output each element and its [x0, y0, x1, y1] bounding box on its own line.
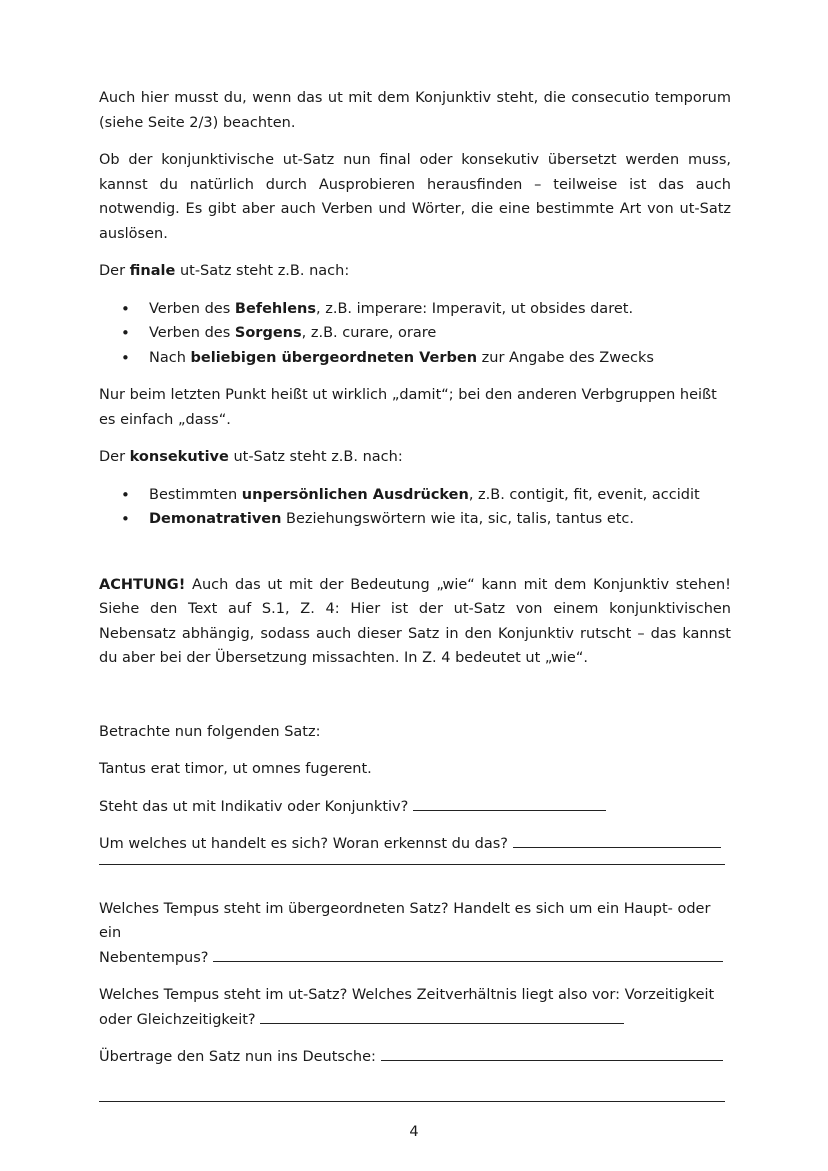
list-item	[99, 321, 731, 346]
list-item	[99, 507, 731, 532]
item-post: , z.B. curare, orare	[301, 325, 437, 341]
finale-heading-pre: Der	[99, 263, 130, 279]
question-5	[99, 1045, 731, 1070]
intro-paragraph-1: Auch hier musst du, wenn das ut mit dem Konjunktiv steht, die consecutio temporum (siehe Seite 2/3) beachten.	[99, 90, 731, 131]
achtung-paragraph	[99, 573, 731, 671]
question-3-line-1: Welches Tempus steht im übergeordneten Satz? Handelt es sich um ein Haupt- oder ein	[99, 900, 711, 941]
item-post: Beziehungswörtern wie ita, sic, talis, tantus etc.	[281, 511, 635, 527]
konsekutiv-heading-bold: konsekutive	[129, 449, 229, 465]
answer-field-5[interactable]	[381, 1046, 723, 1061]
finale-heading-bold: finale	[129, 263, 176, 279]
item-bold: Befehlens	[234, 300, 316, 317]
question-3-line-2	[99, 946, 731, 971]
konsekutiv-list	[99, 483, 731, 532]
konsekutiv-heading-post: ut-Satz steht z.B. nach:	[228, 449, 403, 465]
answer-field-2[interactable]	[513, 833, 721, 848]
intro-paragraph-2: Ob der konjunktivische ut-Satz nun final oder konsekutiv übersetzt werden muss, kannst du natürlich durch Ausprobieren herausfinden – teilweise ist das auch notwendig. Es gibt aber auch Verben und Wörter, die eine bestimmte Art von ut-Satz auslösen.	[99, 152, 731, 242]
item-bold: beliebigen übergeordneten Verben	[190, 349, 478, 366]
page-number: 4	[409, 1124, 419, 1140]
item-bold: Sorgens	[234, 325, 302, 341]
question-3-text: Nebentempus?	[99, 949, 209, 966]
finale-list	[99, 297, 731, 371]
worksheet-page	[99, 86, 731, 1102]
item-pre: Verben des	[149, 300, 235, 317]
konsekutiv-heading	[99, 445, 731, 470]
achtung-label: ACHTUNG!	[99, 576, 186, 593]
list-item	[99, 483, 731, 508]
item-post: , z.B. imperare: Imperavit, ut obsides daret.	[316, 300, 634, 317]
achtung-text: Auch das ut mit der Bedeutung „wie“ kann mit dem Konjunktiv stehen! Siehe den Text auf S.1, Z. 4: Hier ist der ut-Satz von einem konjunktivischen Nebensatz abhängig, sodass auch dieser Satz in den Konjunktiv rutscht – das kannst du aber bei der Übersetzung missachten. In Z. 4 bedeutet ut „wie“.	[99, 576, 731, 666]
finale-heading-post: ut-Satz steht z.B. nach:	[175, 263, 350, 279]
answer-field-4[interactable]	[260, 1009, 624, 1024]
question-4-text: oder Gleichzeitigkeit?	[99, 1011, 256, 1028]
finale-heading	[99, 259, 731, 284]
list-item	[99, 297, 731, 322]
item-post: , z.B. contigit, fit, evenit, accidit	[468, 486, 700, 503]
question-2	[99, 832, 731, 857]
item-pre: Nach	[149, 349, 191, 366]
item-bold: Demonatrativen	[149, 511, 282, 527]
question-2-text: Um welches ut handelt es sich? Woran erkennst du das?	[99, 836, 508, 852]
answer-field-1[interactable]	[413, 796, 606, 811]
exercise-prompt: Betrachte nun folgenden Satz:	[99, 723, 321, 740]
answer-field-3[interactable]	[213, 947, 723, 962]
item-pre: Bestimmten	[149, 486, 242, 503]
finale-note: Nur beim letzten Punkt heißt ut wirklich „damit“; bei den anderen Verbgruppen heißt es einfach „dass“.	[99, 387, 717, 428]
question-1	[99, 795, 731, 820]
answer-line-2b[interactable]	[99, 863, 725, 865]
list-item	[99, 346, 731, 371]
question-1-text: Steht das ut mit Indikativ oder Konjunktiv?	[99, 798, 409, 815]
item-pre: Verben des	[149, 325, 235, 341]
item-bold: unpersönlichen Ausdrücken	[241, 486, 469, 503]
question-5-text: Übertrage den Satz nun ins Deutsche:	[99, 1049, 376, 1065]
item-post: zur Angabe des Zwecks	[477, 349, 654, 366]
konsekutiv-heading-pre: Der	[99, 449, 130, 465]
exercise-sentence: Tantus erat timor, ut omnes fugerent.	[99, 761, 372, 777]
question-4-line-2	[99, 1008, 731, 1033]
question-4-line-1: Welches Tempus steht im ut-Satz? Welches Zeitverhältnis liegt also vor: Vorzeitigkeit	[99, 987, 715, 1003]
answer-line-5b[interactable]	[99, 1100, 725, 1102]
